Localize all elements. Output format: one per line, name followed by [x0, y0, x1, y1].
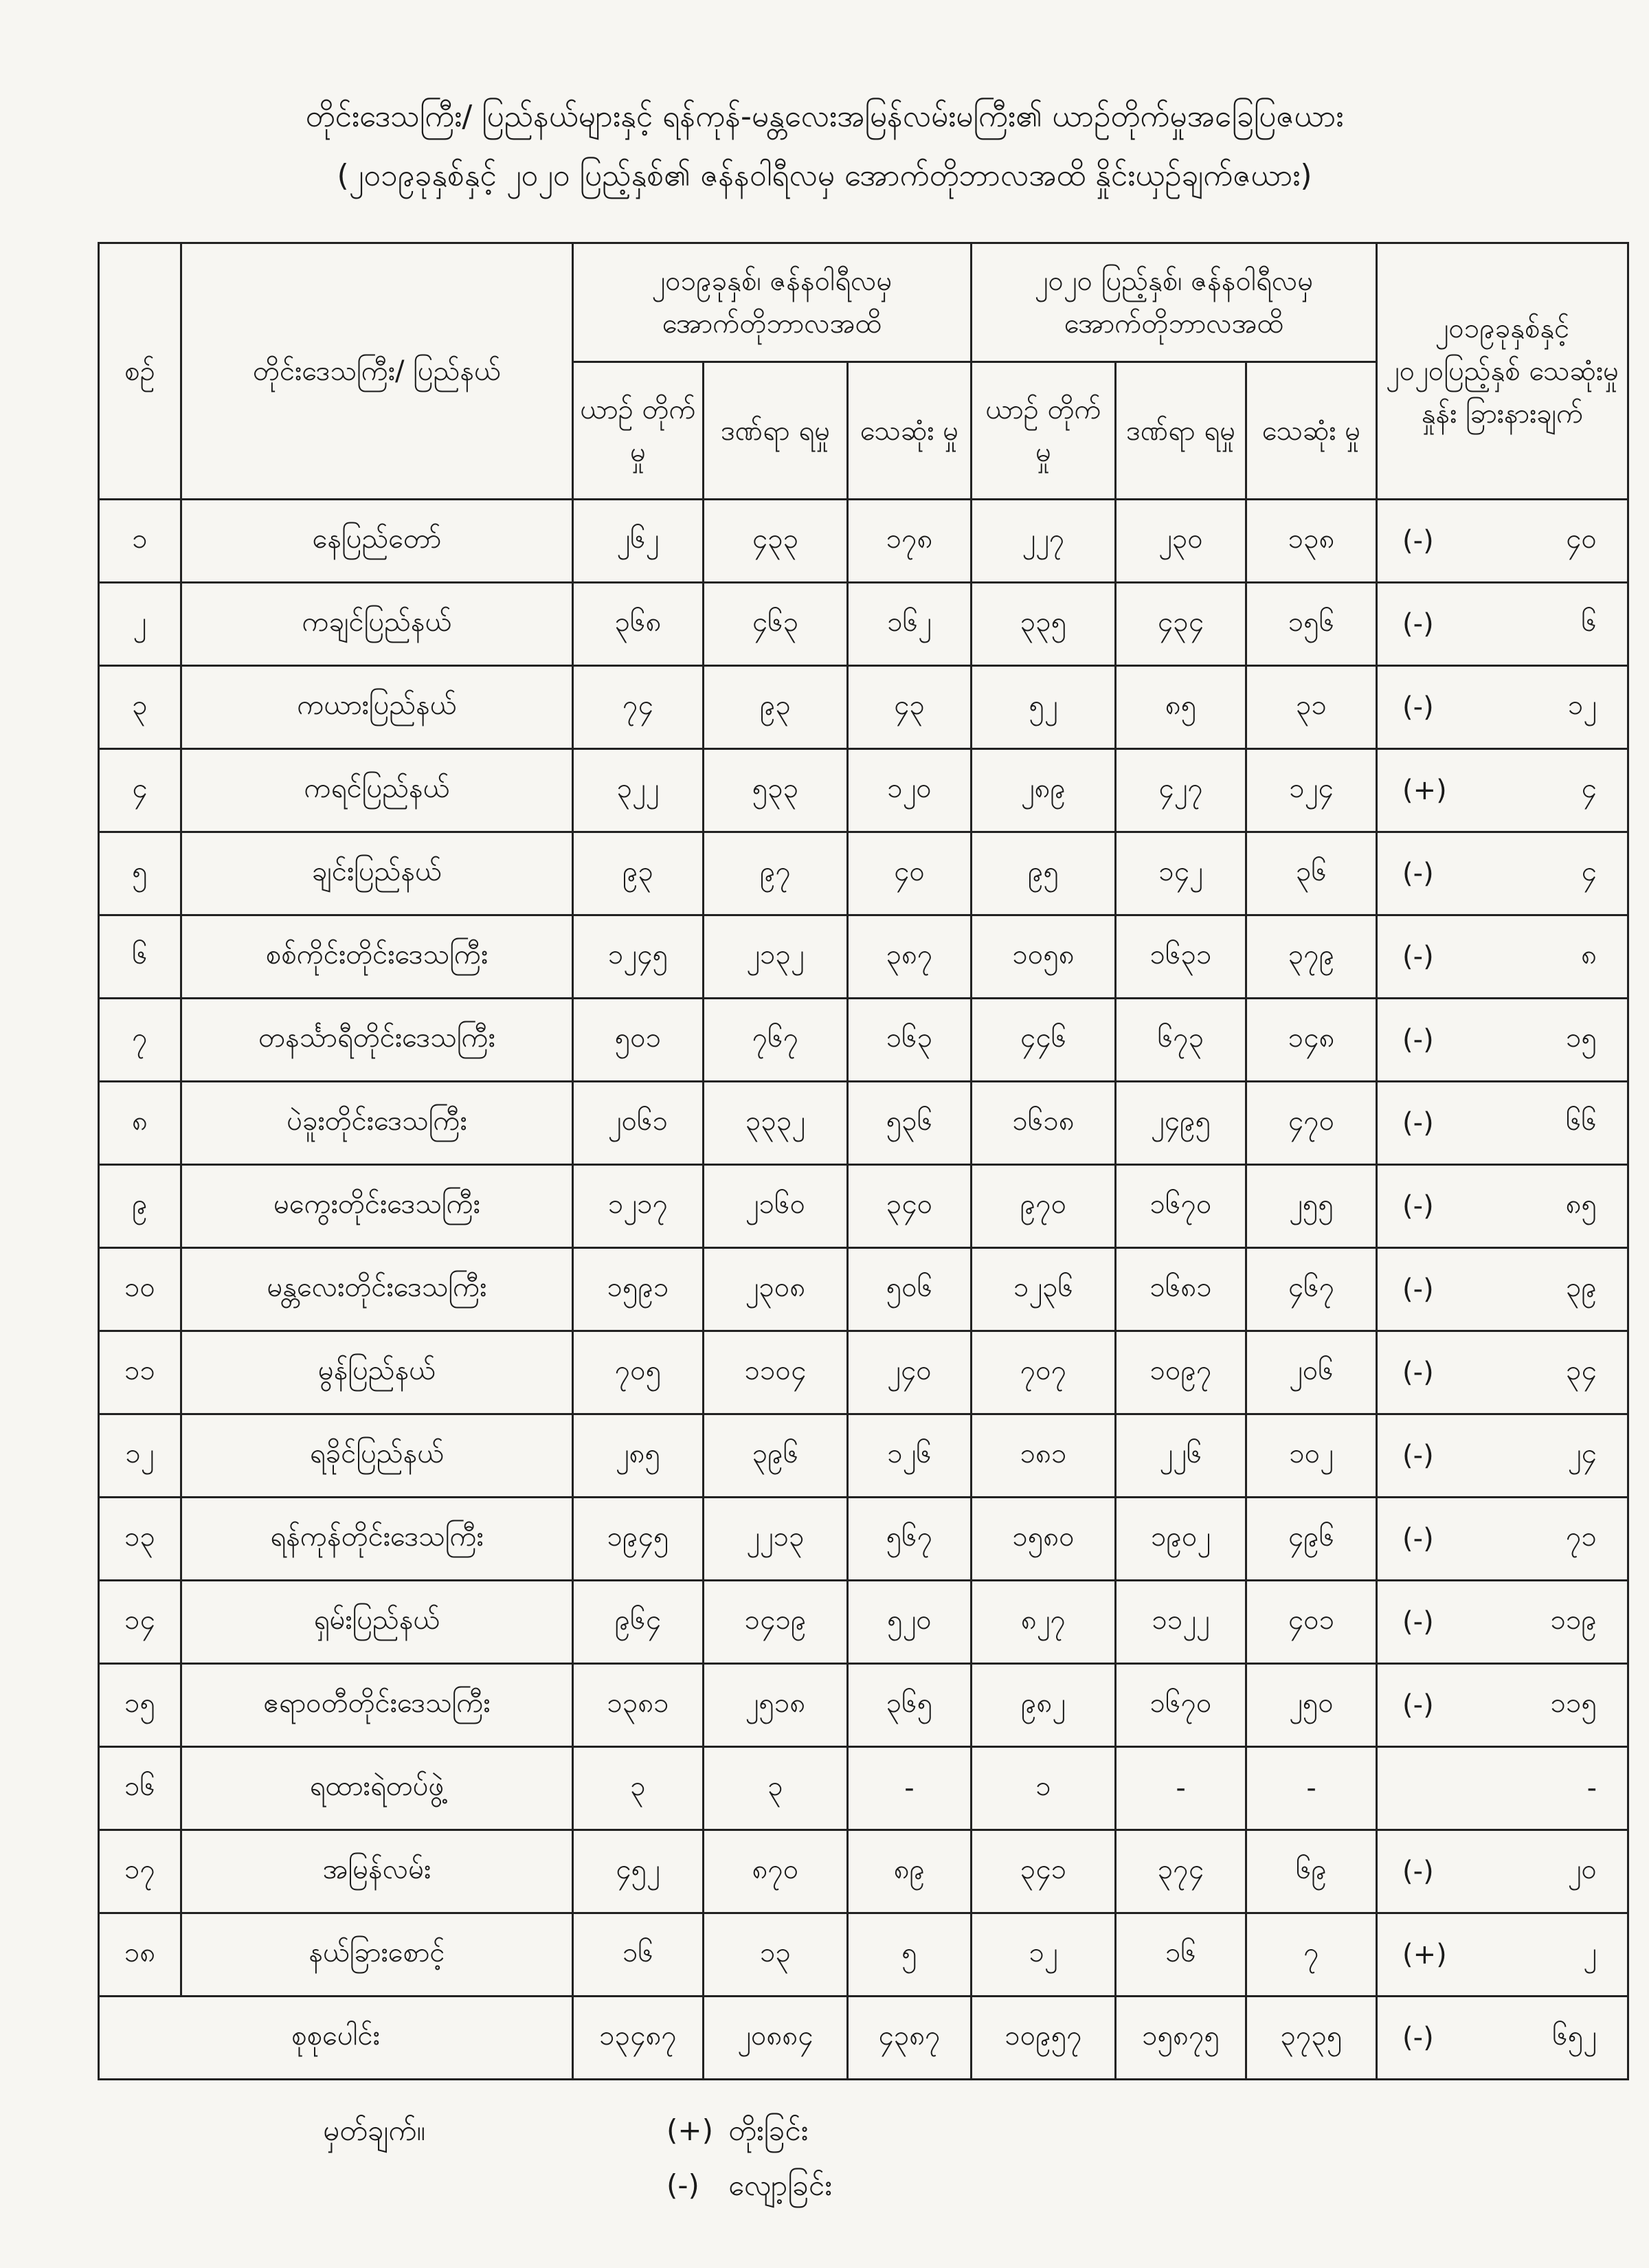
death-difference: [1377, 1414, 1628, 1498]
difference-sign: (-): [1402, 1357, 1434, 1388]
accidents-2020: ၉၈၂: [972, 1664, 1116, 1747]
table-row: [99, 1165, 1628, 1248]
deaths-2019: ၁၆၂: [848, 583, 972, 666]
injured-2020: ၁၄၂: [1116, 832, 1246, 915]
deaths-2019: ၅၂၀: [848, 1581, 972, 1664]
death-difference: [1377, 500, 1628, 583]
injured-2019: ၈၇၀: [704, 1830, 848, 1913]
injured-2019: ၂၅၁၈: [704, 1664, 848, 1747]
col-header-injured-2019: ဒဏ်ရာ ရမှု: [704, 362, 848, 500]
difference-value: ၆၅၂: [1552, 2019, 1597, 2052]
row-number: ၉: [99, 1165, 181, 1248]
deaths-2019: ၃၆၅: [848, 1664, 972, 1747]
difference-value: ၁၂: [1567, 689, 1597, 721]
injured-2020: ၁၆၃၁: [1116, 915, 1246, 999]
difference-sign: (-): [1402, 1190, 1434, 1222]
deaths-2020: ၁၄၈: [1246, 999, 1377, 1082]
deaths-2020: ၂၅၀: [1246, 1664, 1377, 1747]
injured-2019: ၁၁၀၄: [704, 1331, 848, 1414]
accidents-2020: ၁၂: [972, 1913, 1116, 1997]
col-header-deaths-2020: သေဆုံး မှု: [1246, 362, 1377, 500]
difference-value: ၁၁၅: [1550, 1687, 1597, 1719]
table-row: [99, 1581, 1628, 1664]
region-name: ပဲခူးတိုင်းဒေသကြီး: [181, 1082, 573, 1165]
accidents-2020: ၉၇၀: [972, 1165, 1116, 1248]
deaths-2019: ၅: [848, 1913, 972, 1997]
table-row: [99, 666, 1628, 749]
accidents-2020: ၂၈၉: [972, 749, 1116, 832]
death-difference: [1377, 1331, 1628, 1414]
accidents-2019: ၁၆: [573, 1913, 704, 1997]
accidents-2019: ၄၅၂: [573, 1830, 704, 1913]
injured-2020: ၂၄၉၅: [1116, 1082, 1246, 1165]
region-name: တနင်္သာရီတိုင်းဒေသကြီး: [181, 999, 573, 1082]
deaths-2019: ၁၇၈: [848, 500, 972, 583]
region-name: နယ်ခြားစောင့်: [181, 1913, 573, 1997]
region-name: ရှမ်းပြည်နယ်: [181, 1581, 573, 1664]
deaths-2019: ၁၆၃: [848, 999, 972, 1082]
deaths-2020: ၂၀၆: [1246, 1331, 1377, 1414]
accidents-2020: ၁၈၁: [972, 1414, 1116, 1498]
accidents-2019: ၁၃၄၈၇: [573, 1997, 704, 2080]
deaths-2020: ၆၉: [1246, 1830, 1377, 1913]
deaths-2019: ၁၂၆: [848, 1414, 972, 1498]
row-number: ၁၁: [99, 1331, 181, 1414]
row-number: ၈: [99, 1082, 181, 1165]
death-difference: [1377, 1664, 1628, 1747]
deaths-2019: ၈၉: [848, 1830, 972, 1913]
accidents-2020: ၉၅: [972, 832, 1116, 915]
table-row: [99, 1414, 1628, 1498]
accidents-2020: ၁၆၁၈: [972, 1082, 1116, 1165]
accidents-2019: ၃၂၂: [573, 749, 704, 832]
report-subtitle: (၂၀၁၉ခုနှစ်နှင့် ၂၀၂၀ ပြည့်နှစ်၏ ဇန်နဝါရီလမှ အောက်တိုဘာလအထိ နှိုင်းယှဉ်ချက်ဇယား): [337, 158, 1312, 193]
table-row: [99, 500, 1628, 583]
deaths-2019: -: [848, 1747, 972, 1830]
table-row: [99, 1498, 1628, 1581]
deaths-2020: ၄၆၇: [1246, 1248, 1377, 1331]
difference-value: ၄: [1581, 855, 1597, 887]
accidents-2020: ၂၂၇: [972, 500, 1116, 583]
region-name: ဧရာဝတီတိုင်းဒေသကြီး: [181, 1664, 573, 1747]
difference-sign: (-): [1402, 525, 1434, 557]
difference-sign: (+): [1402, 775, 1447, 806]
injured-2020: -: [1116, 1747, 1246, 1830]
deaths-2019: ၄၃၈၇: [848, 1997, 972, 2080]
region-name: ရန်ကုန်တိုင်းဒေသကြီး: [181, 1498, 573, 1581]
col-header-sr: စဉ်: [99, 243, 181, 500]
difference-value: ၆၆: [1566, 1104, 1597, 1137]
difference-sign: (+): [1402, 1939, 1447, 1970]
region-name: ရထားရဲတပ်ဖွဲ့: [181, 1747, 573, 1830]
injured-2020: ၁၁၂၂: [1116, 1581, 1246, 1664]
row-number: ၄: [99, 749, 181, 832]
table-row: [99, 1747, 1628, 1830]
death-difference: [1377, 1248, 1628, 1331]
minus-meaning: လျော့ခြင်း: [728, 2168, 832, 2202]
row-number: ၂: [99, 583, 181, 666]
difference-value: ၂: [1583, 1936, 1597, 1968]
col-group-2019: ၂၀၁၉ခုနှစ်၊ ဇန်နဝါရီလမှ အောက်တိုဘာလအထိ: [573, 243, 972, 362]
table-row: [99, 832, 1628, 915]
injured-2020: ၆၇၃: [1116, 999, 1246, 1082]
deaths-2020: ၃၇၃၅: [1246, 1997, 1377, 2080]
accidents-2019: ၇၀၅: [573, 1331, 704, 1414]
difference-sign: (-): [1402, 941, 1434, 972]
table-row: [99, 915, 1628, 999]
table-row: [99, 1331, 1628, 1414]
accidents-2019: ၅၀၁: [573, 999, 704, 1082]
difference-sign: (-): [1402, 858, 1434, 889]
table-row: [99, 999, 1628, 1082]
injured-2020: ၁၆: [1116, 1913, 1246, 1997]
death-difference: [1377, 1997, 1628, 2080]
deaths-2020: ၇: [1246, 1913, 1377, 1997]
difference-sign: (-): [1402, 1107, 1434, 1139]
table-row: [99, 1830, 1628, 1913]
death-difference: [1377, 915, 1628, 999]
injured-2020: ၂၃၀: [1116, 500, 1246, 583]
injured-2019: ၃၃၃၂: [704, 1082, 848, 1165]
accidents-2020: ၁: [972, 1747, 1116, 1830]
deaths-2020: ၃၇၉: [1246, 915, 1377, 999]
report-title: တိုင်းဒေသကြီး/ ပြည်နယ်များနှင့် ရန်ကုန်-မန္တလေးအမြန်လမ်းမကြီး၏ ယာဉ်တိုက်မှုအခြေပြဇယား: [305, 99, 1344, 134]
row-number: ၁၀: [99, 1248, 181, 1331]
row-number: ၁: [99, 500, 181, 583]
difference-sign: (-): [1402, 2022, 1434, 2054]
difference-sign: (-): [1402, 1689, 1434, 1721]
minus-sign: (-): [666, 2168, 699, 2202]
table-row: [99, 1082, 1628, 1165]
difference-sign: (-): [1402, 1606, 1434, 1638]
deaths-2020: ၃၆: [1246, 832, 1377, 915]
deaths-2020: ၁၂၄: [1246, 749, 1377, 832]
region-name: မန္တလေးတိုင်းဒေသကြီး: [181, 1248, 573, 1331]
accidents-2020: ၃၃၅: [972, 583, 1116, 666]
injured-2020: ၁၆၇၀: [1116, 1664, 1246, 1747]
accidents-2020: ၈၂၇: [972, 1581, 1116, 1664]
accidents-2019: ၂၆၂: [573, 500, 704, 583]
accidents-2019: ၉၆၄: [573, 1581, 704, 1664]
region-name: ကယားပြည်နယ်: [181, 666, 573, 749]
col-header-difference: ၂၀၁၉ခုနှစ်နှင့် ၂၀၂၀ပြည့်နှစ် သေဆုံးမှုနှုန်း ခြားနားချက်: [1377, 243, 1628, 500]
deaths-2019: ၄၀: [848, 832, 972, 915]
region-name: စစ်ကိုင်းတိုင်းဒေသကြီး: [181, 915, 573, 999]
row-number: ၁၆: [99, 1747, 181, 1830]
injured-2020: ၄၃၄: [1116, 583, 1246, 666]
death-difference: [1377, 1165, 1628, 1248]
row-number: ၁၈: [99, 1913, 181, 1997]
injured-2020: ၁၆၇၀: [1116, 1165, 1246, 1248]
difference-sign: (-): [1402, 1440, 1434, 1471]
col-header-accidents-2020: ယာဉ် တိုက်မှု: [972, 362, 1116, 500]
row-number: ၇: [99, 999, 181, 1082]
deaths-2020: ၂၅၅: [1246, 1165, 1377, 1248]
injured-2020: ၂၂၆: [1116, 1414, 1246, 1498]
accidents-2019: ၃၆၈: [573, 583, 704, 666]
difference-value: ၃၉: [1566, 1271, 1597, 1303]
deaths-2019: ၅၀၆: [848, 1248, 972, 1331]
col-header-accidents-2019: ယာဉ် တိုက်မှု: [573, 362, 704, 500]
region-name: မွန်ပြည်နယ်: [181, 1331, 573, 1414]
table-body: [99, 500, 1628, 2080]
table-row: [99, 749, 1628, 832]
accidents-2019: ၁၅၉၁: [573, 1248, 704, 1331]
injured-2020: ၈၅: [1116, 666, 1246, 749]
accidents-2020: ၁၀၉၅၇: [972, 1997, 1116, 2080]
difference-sign: (-): [1402, 1856, 1434, 1887]
injured-2020: ၁၆၈၁: [1116, 1248, 1246, 1331]
region-name: ကရင်ပြည်နယ်: [181, 749, 573, 832]
difference-value: ၆: [1581, 605, 1597, 638]
notes: [323, 2103, 832, 2213]
table-row: [99, 1913, 1628, 1997]
deaths-2020: ၄၇၀: [1246, 1082, 1377, 1165]
plus-meaning: တိုးခြင်း: [728, 2113, 809, 2147]
row-number: ၁၅: [99, 1664, 181, 1747]
accidents-2020: ၁၂၃၆: [972, 1248, 1116, 1331]
injured-2019: ၉၇: [704, 832, 848, 915]
injured-2020: ၁၉၀၂: [1116, 1498, 1246, 1581]
difference-sign: (-): [1402, 1274, 1434, 1305]
accidents-2020: ၅၂: [972, 666, 1116, 749]
row-number: ၁၂: [99, 1414, 181, 1498]
injured-2019: ၁၄၁၉: [704, 1581, 848, 1664]
deaths-2019: ၄၃: [848, 666, 972, 749]
injured-2019: ၇၆၇: [704, 999, 848, 1082]
death-difference: [1377, 1913, 1628, 1997]
injured-2019: ၃: [704, 1747, 848, 1830]
deaths-2019: ၃၄၀: [848, 1165, 972, 1248]
difference-value: ၂၄: [1567, 1437, 1597, 1469]
plus-sign: (+): [666, 2113, 713, 2147]
table-row: [99, 1664, 1628, 1747]
deaths-2020: ၄၀၁: [1246, 1581, 1377, 1664]
accidents-2019: ၁၂၁၇: [573, 1165, 704, 1248]
region-name: မကွေးတိုင်းဒေသကြီး: [181, 1165, 573, 1248]
death-difference: [1377, 1082, 1628, 1165]
injured-2019: ၉၃: [704, 666, 848, 749]
accident-comparison-table: [98, 242, 1629, 2080]
total-label: စုစုပေါင်း: [99, 1997, 573, 2080]
injured-2019: ၂၂၁၃: [704, 1498, 848, 1581]
death-difference: [1377, 1747, 1628, 1830]
difference-sign: (-): [1402, 691, 1434, 723]
row-number: ၃: [99, 666, 181, 749]
injured-2020: ၃၇၄: [1116, 1830, 1246, 1913]
notes-label: မှတ်ချက်။: [323, 2113, 425, 2147]
injured-2019: ၄၃၃: [704, 500, 848, 583]
injured-2019: ၂၁၆၀: [704, 1165, 848, 1248]
table-row: [99, 1248, 1628, 1331]
col-header-region: တိုင်းဒေသကြီး/ ပြည်နယ်: [181, 243, 573, 500]
accidents-2020: ၁၀၅၈: [972, 915, 1116, 999]
accidents-2019: ၂၀၆၁: [573, 1082, 704, 1165]
accidents-2019: ၃: [573, 1747, 704, 1830]
difference-sign: (-): [1402, 1523, 1434, 1555]
deaths-2020: ၁၃၈: [1246, 500, 1377, 583]
death-difference: [1377, 832, 1628, 915]
injured-2019: ၃၉၆: [704, 1414, 848, 1498]
injured-2019: ၄၆၃: [704, 583, 848, 666]
deaths-2019: ၂၄၀: [848, 1331, 972, 1414]
injured-2019: ၅၃၃: [704, 749, 848, 832]
region-name: နေပြည်တော်: [181, 500, 573, 583]
death-difference: [1377, 1830, 1628, 1913]
difference-sign: (-): [1402, 1024, 1434, 1056]
death-difference: [1377, 1498, 1628, 1581]
accidents-2019: ၂၈၅: [573, 1414, 704, 1498]
injured-2020: ၄၂၇: [1116, 749, 1246, 832]
deaths-2019: ၁၂၀: [848, 749, 972, 832]
difference-value: ၇၁: [1566, 1520, 1597, 1553]
deaths-2020: ၄၉၆: [1246, 1498, 1377, 1581]
deaths-2020: ၁၀၂: [1246, 1414, 1377, 1498]
deaths-2020: ၃၁: [1246, 666, 1377, 749]
region-name: ကချင်ပြည်နယ်: [181, 583, 573, 666]
row-number: ၅: [99, 832, 181, 915]
accidents-2019: ၁၂၄၅: [573, 915, 704, 999]
death-difference: [1377, 1581, 1628, 1664]
injured-2019: ၂၀၈၈၄: [704, 1997, 848, 2080]
deaths-2020: ၁၅၆: [1246, 583, 1377, 666]
difference-value: ၄: [1581, 772, 1597, 804]
region-name: ရခိုင်ပြည်နယ်: [181, 1414, 573, 1498]
death-difference: [1377, 583, 1628, 666]
region-name: ချင်းပြည်နယ်: [181, 832, 573, 915]
row-number: ၁၄: [99, 1581, 181, 1664]
row-number: ၆: [99, 915, 181, 999]
accidents-2020: ၇၀၇: [972, 1331, 1116, 1414]
difference-value: ၄၀: [1566, 522, 1597, 555]
injured-2019: ၁၃: [704, 1913, 848, 1997]
injured-2020: ၁၅၈၇၅: [1116, 1997, 1246, 2080]
injured-2019: ၂၃၀၈: [704, 1248, 848, 1331]
accidents-2019: ၁၉၄၅: [573, 1498, 704, 1581]
accidents-2020: ၄၄၆: [972, 999, 1116, 1082]
deaths-2019: ၅၃၆: [848, 1082, 972, 1165]
death-difference: [1377, 666, 1628, 749]
difference-sign: (-): [1402, 608, 1434, 640]
difference-value: ၁၁၉: [1550, 1603, 1597, 1636]
accidents-2020: ၁၅၈၀: [972, 1498, 1116, 1581]
death-difference: [1377, 749, 1628, 832]
difference-value: ၈: [1581, 938, 1597, 970]
accidents-2019: ၇၄: [573, 666, 704, 749]
injured-2019: ၂၁၃၂: [704, 915, 848, 999]
col-header-deaths-2019: သေဆုံး မှု: [848, 362, 972, 500]
accidents-2019: ၁၃၈၁: [573, 1664, 704, 1747]
accidents-2019: ၉၃: [573, 832, 704, 915]
region-name: အမြန်လမ်း: [181, 1830, 573, 1913]
row-number: ၁၃: [99, 1498, 181, 1581]
total-row: [99, 1997, 1628, 2080]
row-number: ၁၇: [99, 1830, 181, 1913]
deaths-2020: -: [1246, 1747, 1377, 1830]
difference-value: ၂၀: [1567, 1853, 1597, 1885]
injured-2020: ၁၀၉၇: [1116, 1331, 1246, 1414]
col-group-2020: ၂၀၂၀ ပြည့်နှစ်၊ ဇန်နဝါရီလမှ အောက်တိုဘာလအထိ: [972, 243, 1377, 362]
difference-value: ၃၄: [1566, 1354, 1597, 1386]
difference-value: ၈၅: [1565, 1188, 1597, 1220]
accidents-2020: ၃၄၁: [972, 1830, 1116, 1913]
deaths-2019: ၃၈၇: [848, 915, 972, 999]
death-difference: [1377, 999, 1628, 1082]
deaths-2019: ၅၆၇: [848, 1498, 972, 1581]
difference-value: -: [1586, 1772, 1597, 1804]
col-header-injured-2020: ဒဏ်ရာ ရမှု: [1116, 362, 1246, 500]
difference-value: ၁၅: [1566, 1021, 1597, 1054]
table-row: [99, 583, 1628, 666]
